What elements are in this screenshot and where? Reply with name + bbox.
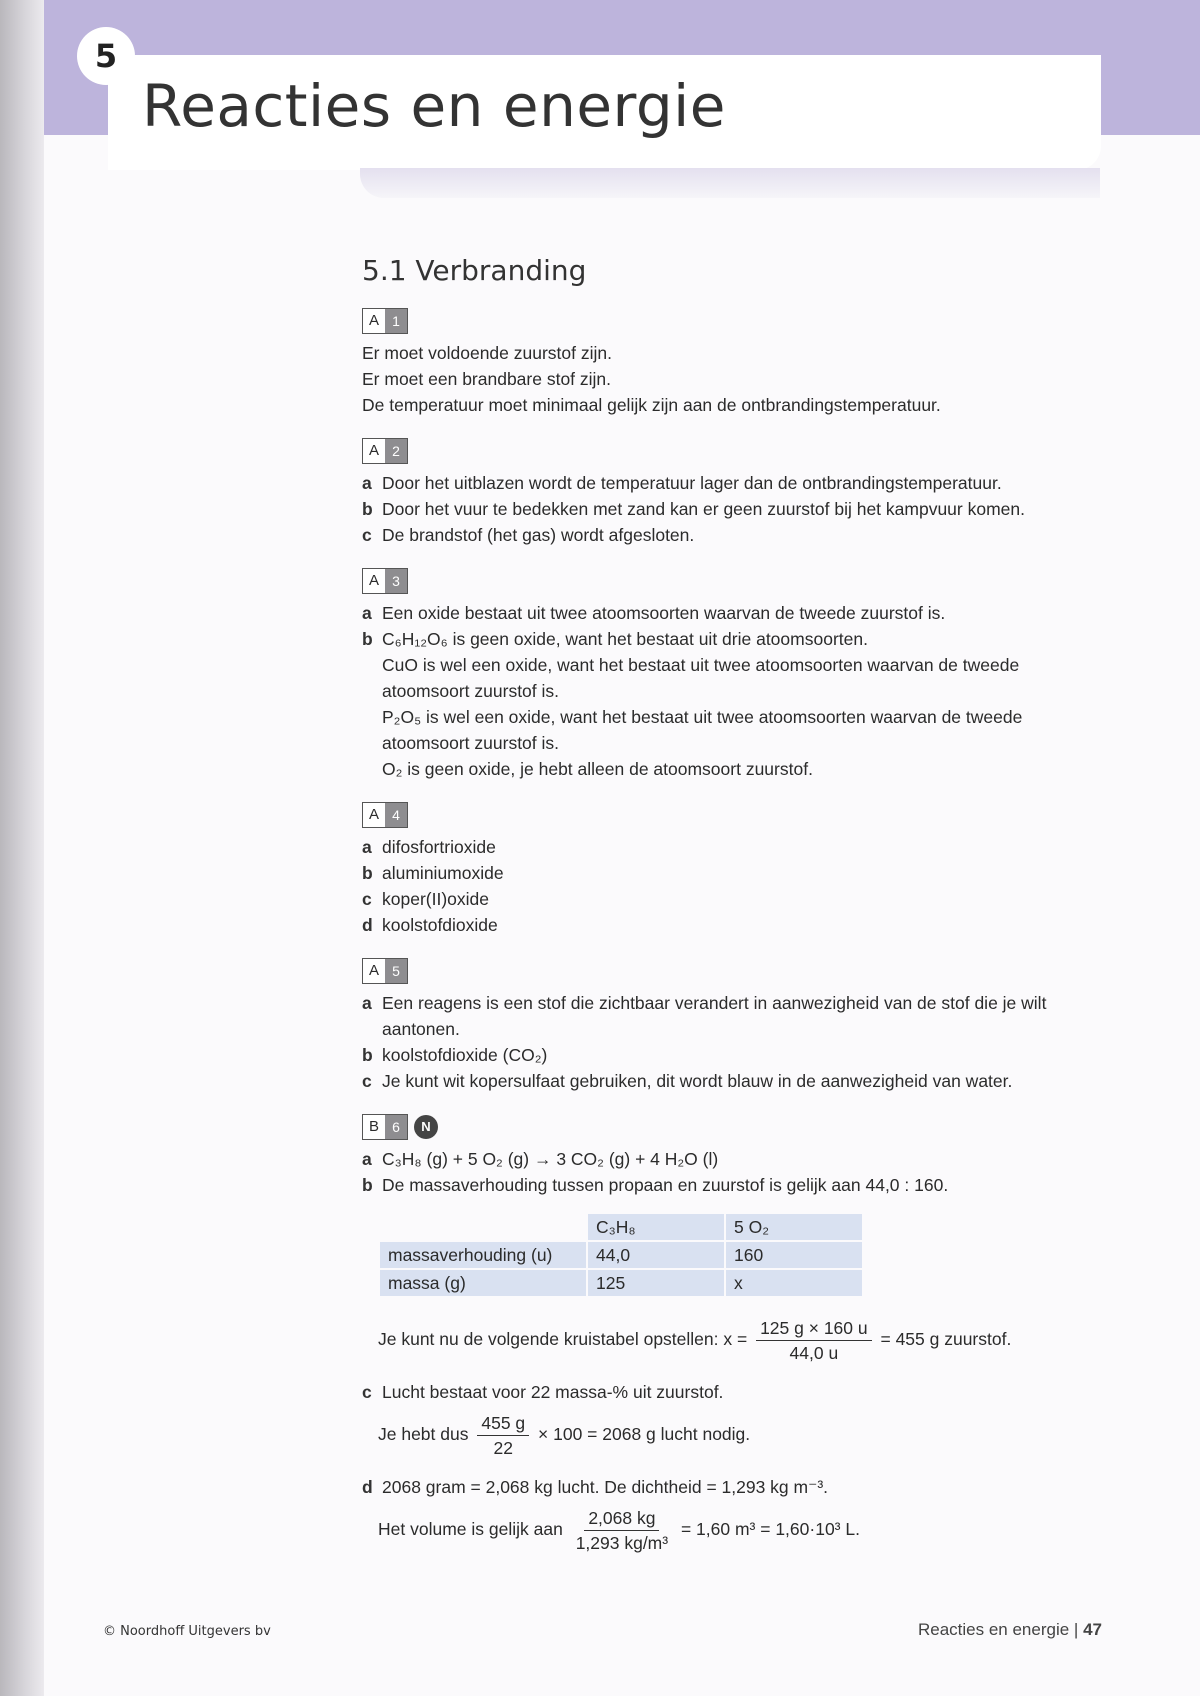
- answer-item: a difosfortrioxide: [362, 837, 496, 857]
- answer-item: b koolstofdioxide (CO₂): [362, 1045, 548, 1065]
- answer-item: a C₃H₈ (g) + 5 O₂ (g) → 3 CO₂ (g) + 4 H₂O (l): [362, 1146, 1082, 1172]
- question-level: B: [363, 1115, 385, 1139]
- fraction: $\frac{2,068 kg}{\text{1,293 kg/m³}}$: [575, 1508, 669, 1553]
- item-letter: b: [362, 499, 373, 519]
- item-letter: c: [362, 525, 372, 545]
- question-level: A: [363, 959, 385, 983]
- answer-line: Er moet voldoende zuurstof zijn.: [362, 343, 612, 363]
- answer-line: CuO is wel een oxide, want het bestaat uit twee atoomsoorten waarvan de tweede atoomsoort zuurstof is.: [382, 655, 1020, 701]
- table-row: [380, 1214, 862, 1240]
- item-text: De brandstof (het gas) wordt afgesloten.: [382, 525, 695, 545]
- page-number: 47: [1083, 1620, 1102, 1639]
- n-badge-icon: N: [414, 1115, 438, 1139]
- answer-line: [362, 756, 1082, 782]
- fraction: $\frac{455 g}{22}$: [477, 1411, 529, 1460]
- question-number: 4: [385, 803, 407, 827]
- answer-item: [362, 496, 1082, 522]
- footer-separator: |: [1073, 1620, 1079, 1639]
- answer-line: Er moet een brandbare stof zijn.: [362, 369, 612, 389]
- question-label: [362, 438, 408, 464]
- question-number: 2: [385, 439, 407, 463]
- section-title: 5.1 Verbranding: [362, 254, 587, 287]
- item-text: Een oxide bestaat uit twee atoomsoorten waarvan de tweede zuurstof is.: [382, 603, 946, 623]
- answer-item: b C₆H₁₂O₆ is geen oxide, want het bestaat uit drie atoomsoorten.: [362, 629, 868, 649]
- answer-item: a Een oxide bestaat uit twee atoomsoorten waarvan de tweede zuurstof is.: [362, 600, 1082, 626]
- answers-content: [362, 254, 1082, 1569]
- publisher-footer: © Noordhoff Uitgevers bv: [103, 1624, 271, 1639]
- table-cell: 125: [588, 1270, 724, 1296]
- table-cell: 44,0: [588, 1242, 724, 1268]
- answer-item: [362, 522, 1082, 548]
- question-label: [362, 958, 408, 984]
- answer-line: [362, 704, 1082, 756]
- page-footer: [918, 1620, 1102, 1640]
- answer-item: [362, 470, 1082, 496]
- question-level: A: [363, 439, 385, 463]
- table-cell: 160: [726, 1242, 862, 1268]
- table-header: 5 O₂: [726, 1214, 862, 1240]
- item-text: is wel een oxide, want het bestaat uit twee atoomsoorten waarvan de tweede atoomsoort zuurstof is.: [382, 707, 1023, 753]
- formula: C₆H₁₂O₆: [382, 629, 448, 649]
- question-1: [362, 302, 1082, 418]
- answer-item: c koper(II)oxide: [362, 889, 489, 909]
- answer-item: c Je kunt wit kopersulfaat gebruiken, dit wordt blauw in de aanwezigheid van water.: [362, 1071, 1013, 1091]
- item-text: Door het vuur te bedekken met zand kan er geen zuurstof bij het kampvuur komen.: [382, 499, 1025, 519]
- question-4: [362, 796, 1082, 938]
- table-header: C₃H₈: [588, 1214, 724, 1240]
- question-label: [362, 802, 408, 828]
- question-2: [362, 432, 1082, 548]
- table-row: [380, 1270, 862, 1296]
- kruistabel-calculation: Je kunt nu de volgende kruistabel opstellen: x = $\frac{125 g \times 160 u}{44,0 u}$ = 455 g zuurstof.: [378, 1318, 1012, 1363]
- table-row: [380, 1242, 862, 1268]
- air-calculation: Je hebt dus $\frac{455 g}{22}$ × 100 = 2068 g lucht nodig.: [378, 1413, 751, 1458]
- table-cell: massaverhouding (u): [380, 1242, 586, 1268]
- question-label: [362, 308, 408, 334]
- question-number: 1: [385, 309, 407, 333]
- ratio-table: [378, 1212, 864, 1298]
- chapter-number: 5: [77, 27, 135, 85]
- running-title: Reacties en energie: [917, 1620, 1070, 1639]
- item-letter: a: [362, 473, 372, 493]
- item-text: is geen oxide, je hebt alleen de atoomsoort zuurstof.: [402, 759, 813, 779]
- item-text: is geen oxide, want het bestaat uit drie atoomsoorten.: [447, 629, 868, 649]
- question-level: A: [363, 569, 385, 593]
- answer-item: b aluminiumoxide: [362, 863, 504, 883]
- question-5: [362, 952, 1082, 1094]
- formula: O₂: [382, 759, 403, 779]
- fraction: $\frac{125 g \times 160 u}{44,0 u}$: [756, 1316, 872, 1365]
- question-level: A: [363, 309, 385, 333]
- question-label: [362, 1114, 408, 1140]
- question-3: [362, 562, 1082, 782]
- answer-item: a Een reagens is een stof die zichtbaar verandert in aanwezigheid van de stof die je wilt aantonen.: [362, 993, 1047, 1039]
- table-cell: x: [726, 1270, 862, 1296]
- question-number: 5: [385, 959, 407, 983]
- answer-item: b De massaverhouding tussen propaan en zuurstof is gelijk aan 44,0 : 160.: [362, 1175, 949, 1195]
- book-spine: [0, 0, 44, 1696]
- chapter-title: Reacties en energie: [142, 72, 726, 140]
- question-level: A: [363, 803, 385, 827]
- question-number: 3: [385, 569, 407, 593]
- answer-item: c Lucht bestaat voor 22 massa-% uit zuurstof.: [362, 1382, 724, 1402]
- question-6: [362, 1108, 1082, 1555]
- answer-line: De temperatuur moet minimaal gelijk zijn aan de ontbrandingstemperatuur.: [362, 395, 941, 415]
- question-label: [362, 568, 408, 594]
- answer-item: d 2068 gram = 2,068 kg lucht. De dichtheid = 1,293 kg m⁻³.: [362, 1477, 829, 1497]
- formula: P₂O₅: [382, 707, 422, 727]
- volume-calculation: Het volume is gelijk aan $\frac{2,068 kg}{\text{1,293 kg/m³}}$ = 1,60 m³ = 1,60·10³ L.: [378, 1508, 860, 1553]
- reaction-equation: C₃H₈ (g) + 5 O₂ (g) → 3 CO₂ (g) + 4 H₂O (l): [382, 1149, 719, 1169]
- chapter-title-shadow: [360, 168, 1100, 198]
- table-cell: [380, 1214, 586, 1240]
- item-text: Door het uitblazen wordt de temperatuur lager dan de ontbrandingstemperatuur.: [382, 473, 1002, 493]
- answer-item: d koolstofdioxide: [362, 915, 498, 935]
- table-cell: massa (g): [380, 1270, 586, 1296]
- question-number: 6: [385, 1115, 407, 1139]
